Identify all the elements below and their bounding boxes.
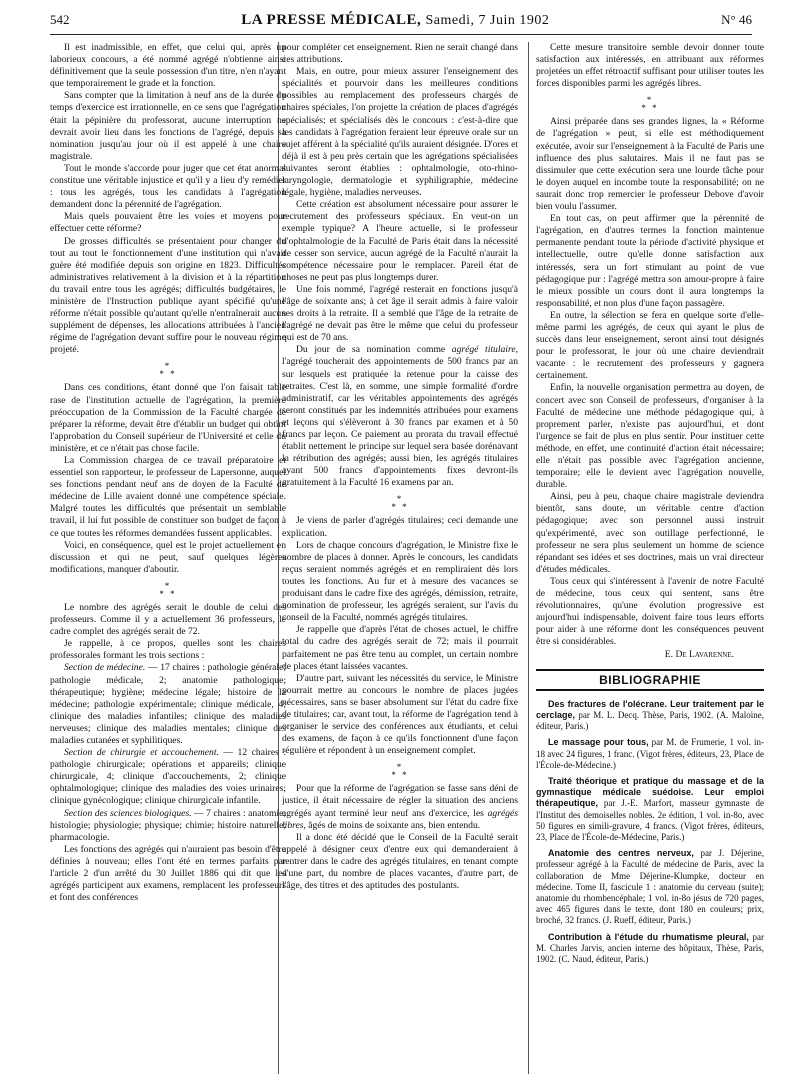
paragraph [50, 747, 286, 807]
entry-details: par M. Charles Jarvis, ancien interne des hôpitaux, Thèse, Paris, 1902. (C. Naud, éditeur, Paris.) [536, 931, 764, 964]
paragraph: Il est inadmissible, en effet, que celui qui, après un laborieux concours, a été nommé agrégé n'obtienne ainsi définitivement que la seule possession d'un titre, n'en n'ayant que temporairement le grade et la fonction. [50, 42, 286, 90]
section-text: — 17 chaires : pathologie générale; pathologie médicale, 2; anatomie pathologique; thérapeutique; hygiène; médecine légale; histoire de la médecine; pathologie expérimentale; clinique médicale, 4; clinique des maladies infantiles; clinique des maladies nerveuses; clinique des maladies mentales; clinique des maladies cutanées et syphilitiques. [50, 662, 286, 746]
paragraph: Tous ceux qui s'intéressent à l'avenir de notre Faculté de médecine, tous ceux qui sentent, sans être révolutionnaires, qu'une évolution progressive est aujourd'hui indispensable, doivent faire tous leurs efforts pour aider à une réforme dont les conséquences peuvent être si considérables. [536, 575, 764, 648]
paragraph [50, 808, 286, 844]
column-3 [536, 42, 764, 1076]
text-emphasis: agrégé titulaire [451, 344, 516, 356]
section-separator: * * * [391, 762, 409, 781]
entry-title: Anatomie des centres nerveux, [548, 848, 694, 859]
page-header [50, 12, 752, 35]
paragraph: Je rappelle que d'après l'état de choses actuel, le chiffre total du cadre des agrégés serait de 72; mais il pourrait parfaitement ne pas être tenu au complet, un certain nombre de places étant laissées vacantes. [282, 624, 518, 672]
entry-details: par J. Déjerine, professeur agrégé à la Faculté de médecine de Paris, avec la collaboration de Mme Déjerine-Klumpke, docteur en médecine. Tome II, fascicule 1 : anatomie du cerveau (suite); anatomie du rhombencéphale; 1 vol. in-8o jésus de 720 pages, avec 465 figures dans le texte, dont 180 en couleurs; prix, broché, 32 francs. (J. Rueff, éditeur, Paris.) [536, 848, 764, 926]
paragraph: Ainsi préparée dans ses grandes lignes, la « Réforme de l'agrégation » peut, si elle est méthodiquement exécutée, avoir sur l'enseignement à la Faculté de Paris une influence des plus salutaires. Mais il ne faut pas se dissimuler que cette exécution sera une lourde tâche pour le doyen auquel en incombe toute la responsabilité; on ne saurait donc trop remercier le professeur Debove d'avoir bien voulu l'assumer. [536, 116, 764, 213]
paragraph: Cette création est absolument nécessaire pour assurer le recrutement des professeurs spéciaux. En veut-on un exemple typique? A l'heure actuelle, si le professeur d'ophtalmologie de la Faculté de Paris était dans la nécessité de cesser son service, aucun agrégé de la Faculté n'aurait la compétence nécessaire pour le remplacer. Pareil état de choses ne peut pas plus longtemps durer. [282, 199, 518, 283]
paragraph: Mais, en outre, pour mieux assurer l'enseignement des spécialités et pourvoir dans les meilleures conditions possibles au remplacement des professeurs chargés de chaires spéciales, l'on projette la création de places d'agrégés spécialisés; et spécialisés dès le concours : c'est-à-dire que les candidats à l'agrégation feraient leur épreuve orale sur un sujet afférent à la spécialité qu'ils auraient désignée. D'ores et déjà il est à peu près certain que les agrégations spécialisées suivantes seront établies : ophtalmologie, oto-rhino-laryngologie, dermatologie et syphiligraphie, médecine légale, hygiène, maladies nerveuses. [282, 66, 518, 199]
entry-details: par J.-E. Marfort, masseur gymnaste de l'Institut des demoiselles nobles. 2e édition, 1 vol. in-8o, avec 50 figures en simili-gravure, 4 francs. (Vigot frères, éditeurs, 23, Place de l'École-de-Médecine, Paris.) [536, 798, 764, 842]
paragraph: Ainsi, peu à peu, chaque chaire magistrale deviendra bientôt, sans doute, un véritable centre d'action pédagogique; avec son personnel aussi instruit qu'expérimenté, avec son outillage perfectionné, le professeur ne sera plus seulement un homme de science répandant ses idées et ses doctrines, mais un vrai directeur d'études médicales. [536, 491, 764, 575]
issue-date: Samedi, 7 Juin 1902 [425, 13, 550, 28]
paragraph [282, 344, 518, 489]
section-text: — 12 chaires : pathologie chirurgicale; opérations et appareils; clinique chirurgicale, 4; clinique d'accouchements, 2; clinique ophtalmologique; clinique des maladies des voies urinaires; clinique gynécologique; clinique chirurgicale infantile. [50, 747, 286, 807]
bibliography-entry [536, 699, 764, 733]
journal-title [241, 12, 549, 29]
entry-title: Contribution à l'étude du rhumatisme pleural, [548, 931, 749, 942]
paragraph: Le nombre des agrégés serait le double de celui des professeurs. Comme il y a actuellement 36 professeurs, le cadre complet des agrégés serait de 72. [50, 601, 286, 638]
paragraph: Voici, en conséquence, quel est le projet actuellement en discussion et qui ne peut, sauf quelques légères modifications, manquer d'aboutir. [50, 539, 286, 575]
paragraph: Une fois nommé, l'agrégé resterait en fonctions jusqu'à l'âge de soixante ans; à cet âge il serait admis à faire valoir ses droits à la retraite. Il a semblé que l'âge de la retraite de l'agrégé ne devait pas être le même que celui du professeur qui est de 70 ans. [282, 283, 518, 344]
paragraph: En outre, la sélection se fera en quelque sorte d'elle-même parmi les agrégés, de ceux qui ayant le plus de succès dans leur enseignement, seront ainsi tout désignés pour le professorat, le jour où une chaire deviendrait vacante : le recrutement des professeurs y gagnera certainement. [536, 309, 764, 382]
author-signature: E. De Lavarenne. [664, 648, 734, 660]
paragraph [50, 662, 286, 747]
text-run: , âgés de moins de soixante ans, bien entendu. [303, 819, 481, 831]
paragraph: Tout le monde s'accorde pour juger que cet état anormal constitue une véritable injustice et qu'il y a lieu d'y remédier : tous les agrégés, tous les candidats à l'agrégation demandent donc la pérennité de l'agrégation. [50, 162, 286, 211]
text-run: Du jour de sa nomination comme [296, 344, 452, 356]
paragraph: Enfin, la nouvelle organisation permettra au doyen, de concert avec son Conseil de professeurs, d'organiser à la Faculté de médecine une méthode pédagogique qui, à proprement parler, n'existe pas aujourd'hui, et dont l'urgence se fait de plus en plus sentir. Pour instituer cette méthode, en effet, une continuité d'action était nécessaire; elle n'était pas possible avec l'agrégation ancienne, temporaire; elle le devient avec l'agrégation nouvelle, durable. [536, 382, 764, 491]
paragraph: La Commission chargea de ce travail préparatoire et essentiel son rapporteur, le professeur de Lapersonne, auquel ses fonctions pendant neuf ans de doyen de la Faculté de médecine de Lille avaient donné une compétence spéciale. Malgré toutes les difficultés que présentait un semblable travail, il lui fut possible de constituer son budget de façon à ce que toutes les réformes demandées fussent applicables. [50, 455, 286, 539]
section-separator: * * * [641, 95, 659, 114]
text-emphasis: agrégés libres [282, 807, 518, 831]
paragraph: Je viens de parler d'agrégés titulaires; ceci demande une explication. [282, 515, 518, 539]
bibliography-entry [536, 932, 764, 966]
section-heading: Section des sciences biologiques. [64, 807, 192, 819]
paragraph: En tout cas, on peut affirmer que la pérennité de l'agrégation, en d'autres termes la fonction maintenue permanente pendant toute la période d'activité physique et intellectuelle, outre qu'elle donne satisfaction aux intéressés, sera un fort stimulant au point de vue pédagogique pur : l'agrégé mettra son amour-propre à faire le mieux possible un cours dont il aura longtemps la responsabilité, et non plus d'une façon passagère. [536, 213, 764, 309]
journal-name: LA PRESSE MÉDICALE, [241, 12, 422, 28]
section-text: — 7 chaires : anatomie; histologie; physiologie; physique; chimie; histoire naturelle; pharmacologie. [50, 807, 286, 843]
section-heading: Section de médecine. [64, 662, 146, 674]
paragraph: De grosses difficultés se présentaient pour changer du tout au tout le fonctionnement d'une institution qui n'avait guère été modifiée depuis son origine en 1823. Difficultés administratives relativement à la division et à la répartition du travail entre tous les agrégés; difficultés budgétaires, le ministère de l'Instruction publique ayant spécifié qu'une réforme n'était possible qu'autant qu'elle n'entraînerait aucun supplément de dépenses, les allocations attribuées à l'ancien régime de l'agrégation devant suffire pour le nouveau régime projeté. [50, 235, 286, 356]
text-run: Pour que la réforme de l'agrégation se fasse sans déni de justice, il était nécessaire de régler la situation des anciens agrégés ayant terminé leur neuf ans d'exercice, les [282, 783, 518, 819]
page-number: 542 [50, 12, 70, 27]
paragraph: Dans ces conditions, étant donné que l'on faisait table rase de l'institution actuelle de l'agrégation, la première préoccupation de la Commission de la Faculté chargée de préparer la réforme, devait être d'établir un budget qui obtînt l'approbation du Conseil supérieur de l'Université et celle du ministère, et ce n'était pas chose facile. [50, 382, 286, 454]
bibliography-entry [536, 737, 764, 771]
entry-details: par M. L. Decq. Thèse, Paris, 1902. (A. Maloine, éditeur, Paris.) [536, 709, 764, 732]
column-2 [282, 42, 518, 1076]
entry-title: Traité théorique et pratique du massage et de la gymnastique médicale suédoise. Leur emploi thérapeutique, [536, 775, 764, 809]
paragraph: Cette mesure transitoire semble devoir donner toute satisfaction aux intéressés, en attribuant aux réformes projetées un effet rétroactif suffisant pour utiliser toutes les forces disponibles parmi les agrégés libres. [536, 42, 764, 90]
entry-title: Des fractures de l'olécrane. Leur traitement par le cerclage, [536, 698, 764, 720]
issue-number: N° 46 [721, 12, 752, 27]
entry-details: par M. de Frumerie, 1 vol. in-18 avec 24 figures, 1 franc. (Vigot frères, éditeurs, 23, Place de l'École-de-Médecine.) [536, 737, 764, 770]
paragraph: Il a donc été décidé que le Conseil de la Faculté serait appelé à désigner ceux d'entre eux qui demanderaient à rentrer dans le cadre des agrégés titulaires, en tenant compte d'une part, du nombre de places vacantes, d'autre part, de l'âge, des titres et des aptitudes des postulants. [282, 831, 518, 892]
bibliography-heading: BIBLIOGRAPHIE [536, 669, 764, 691]
section-separator: * * * [159, 361, 177, 380]
paragraph: Mais quels pouvaient être les voies et moyens pour effectuer cette réforme? [50, 211, 286, 235]
section-separator: * * * [391, 494, 409, 513]
paragraph [282, 783, 518, 831]
section-heading: Section de chirurgie et accouchement. [64, 747, 219, 759]
paragraph: Les fonctions des agrégés qui n'auraient pas besoin d'être définies à nouveau; elles l'ont été en termes parfaits par l'article 2 d'un arrêté du 30 Juillet 1886 qui dit que les agrégés participent aux examens, remplacent les professeurs et font des conférences [50, 843, 286, 904]
paragraph: Je rappelle, à ce propos, quelles sont les chaires professorales formant les trois sections : [50, 638, 286, 662]
paragraph: pour compléter cet enseignement. Rien ne serait changé dans ces attributions. [282, 42, 518, 66]
paragraph: Lors de chaque concours d'agrégation, le Ministre fixe le nombre de places à donner. Après le concours, les candidats reçus seraient nommés agrégés et en rempliraient dès lors toutes les fonctions. Au fur et à mesure des vacances se produisant dans le cadre fixe des agrégés, démission, retraite, nomination de professeur, les agrégés seraient, sur l'avis du conseil de la Faculté, nommés agrégés titulaires. [282, 539, 518, 624]
column-1 [50, 42, 286, 1076]
paragraph: Sans compter que la limitation à neuf ans de la durée du temps d'exercice est irrationnelle, en ce sens que l'agrégation était la pépinière du professorat, aucune interruption ne devrait avoir lieu dans les fonctions de l'agrégé, depuis sa nomination jusqu'au jour où il est appelé à une chaire magistrale. [50, 90, 286, 162]
bibliography-entry [536, 776, 764, 843]
entry-title: Le massage pour tous, [548, 737, 649, 748]
bibliography-entry [536, 848, 764, 926]
paragraph: D'autre part, suivant les nécessités du service, le Ministre pourrait mettre au concours le nombre de places jugées nécessaires, sans se baser absolument sur l'état du cadre fixe de titulaires; car, avant tout, la réforme de l'agrégation tend à organiser le service des conférences aux étudiants, et celui des examens, de façon à ce qu'ils fonctionnent d'une façon régulière et répondent à un enseignement complet. [282, 672, 518, 757]
text-run: , l'agrégé toucherait des appointements de 500 francs par an sur lesquels est pratiquée la retenue pour la caisse des retraites. C'est là, en somme, une simple formalité d'ordre administratif, car les véritables appointements des agrégés seront constitués par les indemnités attribuées pour examens et leçons qui s'élèveront à 30 francs par examen et à 50 francs par leçon. Ce paiement au prorata du travail effectué établit nettement le principe sur lequel sera basée dorénavant la rétribution des agrégés; aussi bien, les agrégés titulaires ayant 500 francs d'appointements fixes devront-ils gratuitement à la Faculté 16 examens par an. [282, 344, 518, 489]
column-divider [528, 42, 529, 1074]
section-separator: * * * [159, 580, 177, 599]
